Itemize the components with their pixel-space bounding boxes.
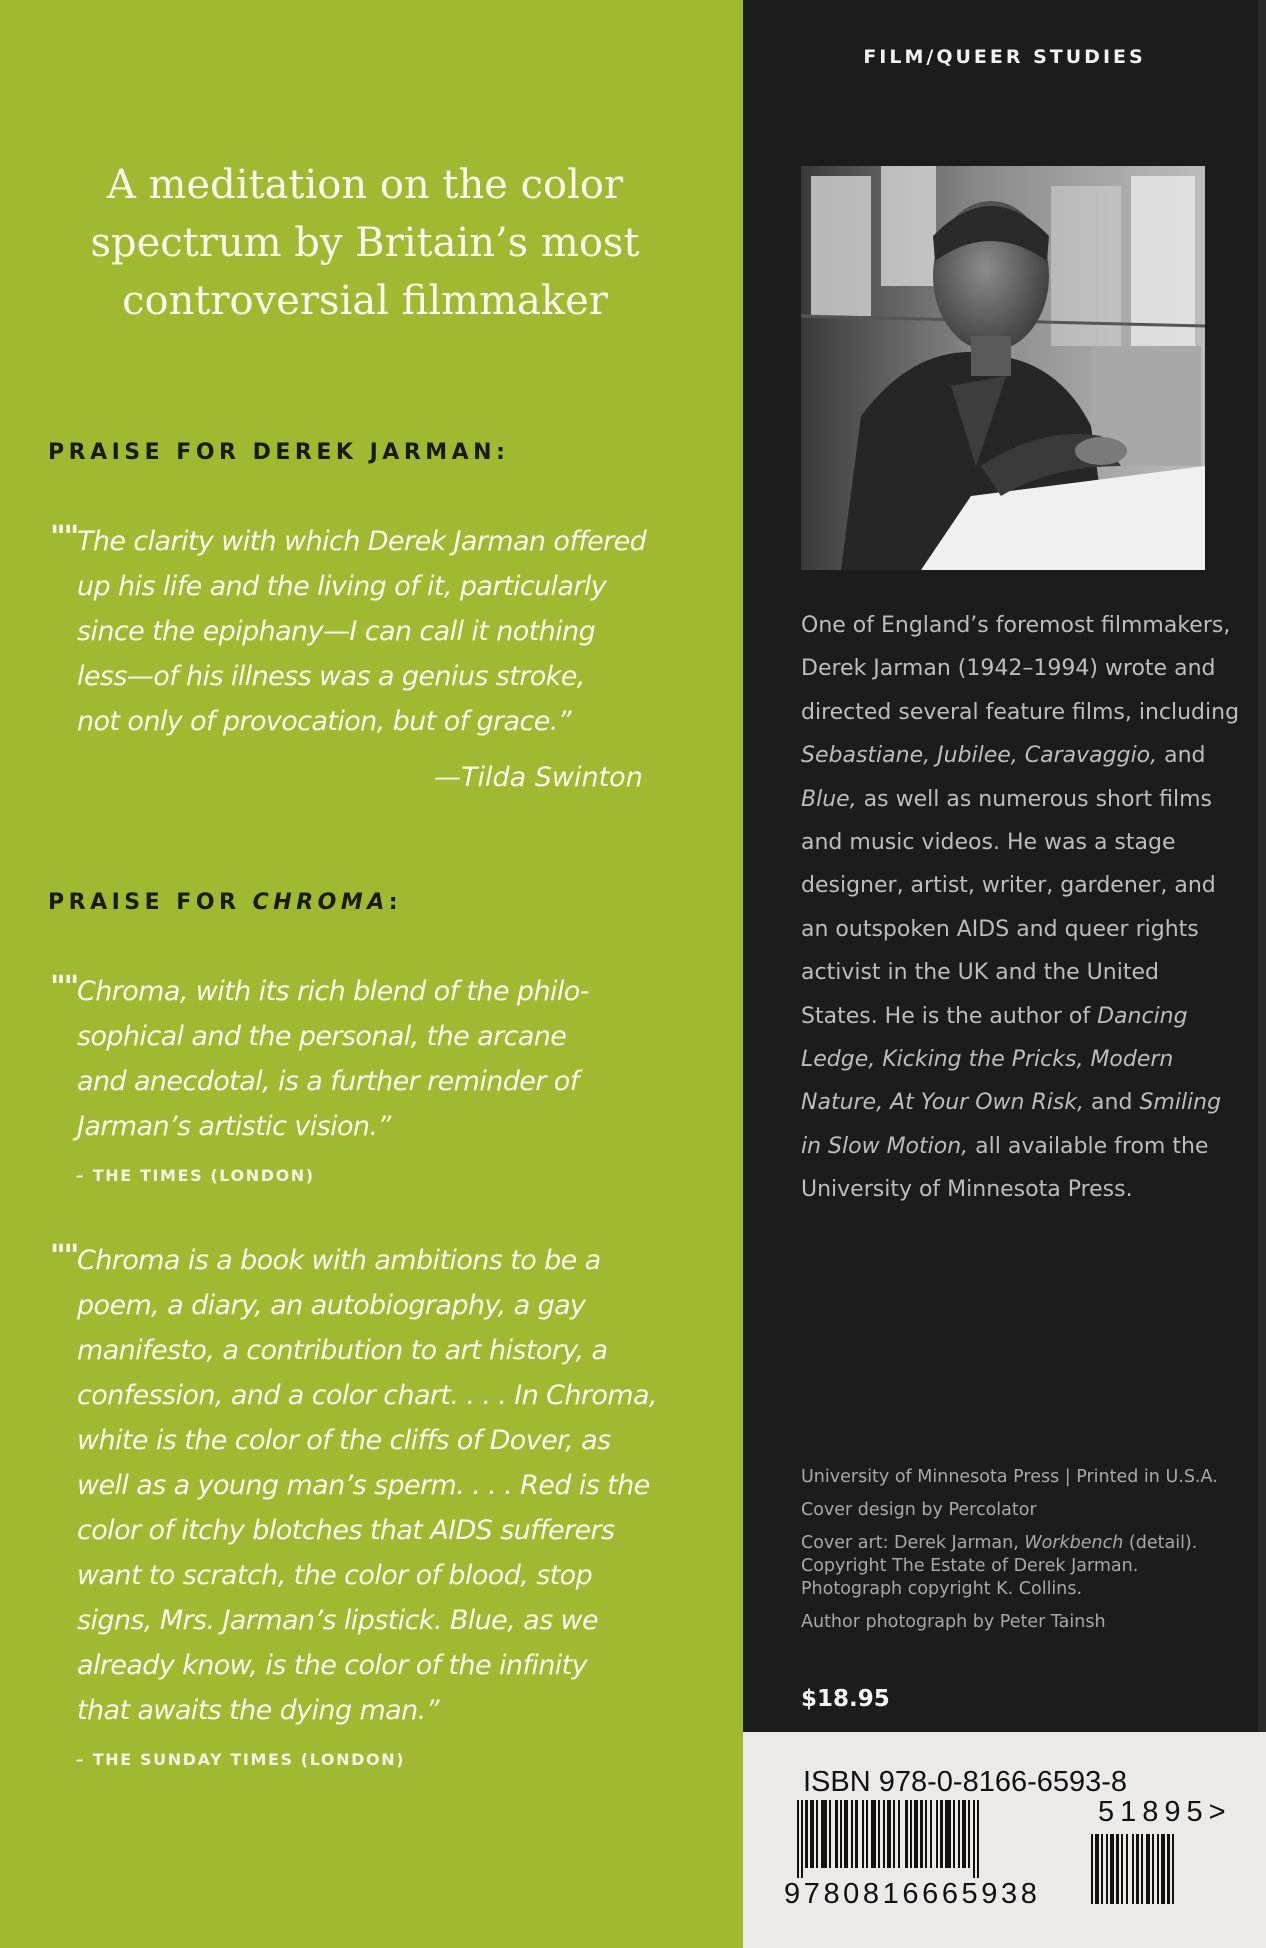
cover-art-credit [801,1532,1241,1601]
ean-barcode-icon [797,1800,1047,1878]
source-dash: – [76,1750,93,1769]
design-credit: Cover design by Percolator [801,1500,1037,1520]
bio-title-1: Sebastiane, Jubilee, Caravaggio, [801,743,1158,769]
praise-derek-heading: PRAISE FOR DEREK JARMAN: [48,440,510,465]
addon-digits: 51895> [1098,1796,1232,1828]
source-dash: – [76,1166,93,1185]
isbn-number: ISBN 978-0-8166-6593-8 [803,1766,1128,1798]
subject-category: FILM/QUEER STUDIES [863,46,1146,68]
source-name: THE TIMES (LONDON) [92,1166,315,1185]
praise-chroma-heading [48,890,402,915]
cover-art-suffix: (detail). [1123,1533,1198,1553]
ean-digits: 9780816665938 [784,1878,1041,1910]
bio-text-5: all available from the University of Minnesota Press. [801,1133,1209,1203]
cover-art-prefix: Cover art: Derek Jarman, [801,1533,1025,1553]
publisher-credit: University of Minnesota Press | Printed in U.S.A. [801,1467,1218,1487]
book-edge [1258,0,1266,1948]
cover-credits [801,1466,1241,1644]
price-addon-barcode-icon [1091,1834,1231,1914]
bio-title-2: Blue, [801,786,857,812]
quote-mark-icon: "" [50,1239,78,1274]
bio-text-3: as well as numerous short films and music videos. He was a stage designer, artist, writer, gardener, and an outspoken AIDS and queer rights activist in the UK and the United States. He is the author of [801,786,1216,1029]
times-quote: Chroma, with its rich blend of the philo- sophical and the personal, the arcane and anecdotal, is a further reminder of Jarman’s artistic vision.” [77,976,589,1142]
cover-art-title: Workbench [1024,1533,1124,1553]
quote-mark-icon: "" [50,520,78,555]
bio-text-2: and [1164,743,1206,769]
bio-text-1: One of England’s foremost filmmakers, Derek Jarman (1942–1994) wrote and directed several feature films, including [801,613,1240,725]
cover-art-line [801,1532,1241,1555]
headline-line-1: A meditation on the color [106,162,624,208]
times-source [76,1166,315,1185]
copyright-line-2: Photograph copyright K. Collins. [801,1579,1083,1599]
quote-mark-icon: "" [50,970,78,1005]
bio-text-4: and [1084,1090,1140,1116]
headline-line-2: spectrum by Britain’s most [90,220,640,266]
author-photo-credit: Author photograph by Peter Tainsh [801,1612,1106,1632]
cover-headline [50,156,680,330]
copyright-line-1: Copyright The Estate of Derek Jarman. [801,1556,1139,1576]
source-name: THE SUNDAY TIMES (LONDON) [92,1750,406,1769]
author-photograph [801,166,1205,570]
praise-chroma-heading-prefix: PRAISE FOR [48,890,253,915]
praise-chroma-heading-suffix: : [388,890,403,915]
headline-line-3: controversial filmmaker [122,278,608,324]
sunday-times-source [76,1750,405,1769]
tilda-swinton-quote: The clarity with which Derek Jarman offered up his life and the living of it, particularly since the epiphany—I can call it nothing less—of his illness was a genius stroke, not only of provocation, but of grace.” [77,526,647,737]
bio-title-3: Dancing Ledge, Kicking the Pricks, Modern Nature, At Your Own Risk, [801,1003,1188,1116]
price: $18.95 [801,1686,890,1712]
sunday-times-quote: Chroma is a book with ambitions to be a poem, a diary, an autobiography, a gay manifesto, a contribution to art history, a confession, and a color chart. . . . In Chroma, white is the color of the cliffs of Dover, as well as a young man’s sperm. . . . Red is the color of itchy blotches that AIDS sufferers want to scratch, the color of blood, stop signs, Mrs. Jarman’s lipstick. Blue, as we already know, is the color of the infinity that awaits the dying man.” [77,1245,657,1726]
author-biography [801,604,1241,1212]
bio-title-4: Smiling in Slow Motion, [801,1090,1222,1159]
praise-chroma-heading-title: CHROMA [252,890,389,915]
tilda-swinton-attribution: —Tilda Swinton [434,762,643,793]
